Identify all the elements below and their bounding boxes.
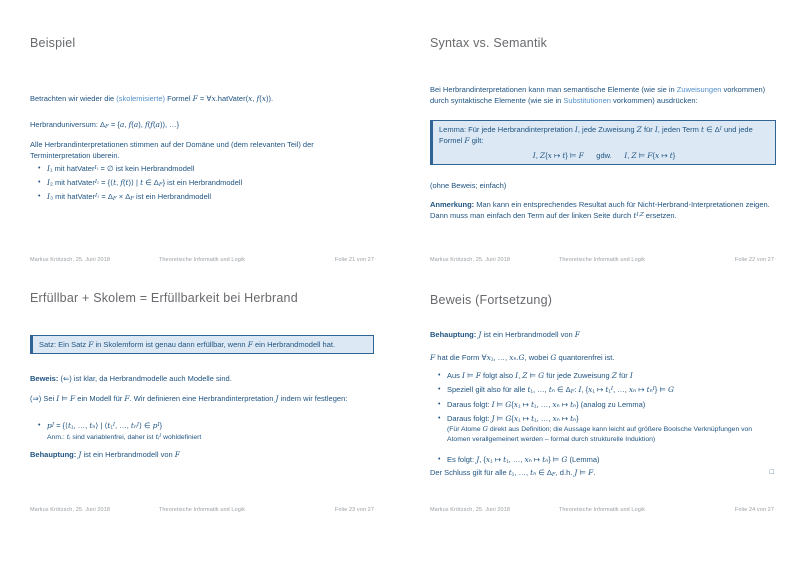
bullet-item: • Daraus folgt: I ⊨ G{x₁ ↦ t₁, …, xₙ ↦ tₙ} (analog zu Lemma) bbox=[438, 400, 646, 409]
bullet-icon: • bbox=[438, 456, 441, 463]
bullet-icon: • bbox=[38, 422, 41, 429]
bullet-item: • I₁ mit hatVater$^{I_1}$ = ∅ ist kein Herbrandmodell bbox=[38, 164, 195, 173]
footer-page-number: Folie 21 von 27 bbox=[334, 257, 374, 263]
bullet-icon: • bbox=[38, 193, 41, 200]
bullet-icon: • bbox=[438, 386, 441, 393]
footer-author: Markus Krötzsch, 25. Juni 2018 bbox=[430, 257, 511, 263]
bullet-icon: • bbox=[438, 372, 441, 379]
bullet-item: • Es folgt: J, {x₁ ↦ t₁, …, xₙ ↦ tₙ} ⊨ G (Lemma) bbox=[438, 455, 600, 464]
slide-title: Beispiel bbox=[30, 36, 76, 50]
slide-21-beispiel bbox=[0, 0, 400, 283]
footer-author: Markus Krötzsch, 25. Juni 2018 bbox=[30, 507, 111, 513]
bullet-item: • I₂ mit hatVater$^{I_2}$ = {⟨t, f(t)⟩ | t ∈ $\Delta_F$} ist ein Herbrandmodell bbox=[38, 178, 243, 189]
footer-author: Markus Krötzsch, 25. Juni 2018 bbox=[30, 257, 111, 263]
slide-23-erfuellbarkeit-herbrand bbox=[0, 253, 400, 536]
lemma-text: Lemma: Für jede Herbrandinterpretation I, jede Zuweisung Z für I, jeden Term t ∈ $\Delta^I$ und jede Formel F gilt: bbox=[439, 125, 753, 145]
slide-title: Syntax vs. Semantik bbox=[430, 36, 548, 50]
slide-footer bbox=[430, 507, 774, 513]
slide-22-syntax-vs-semantik bbox=[400, 0, 800, 283]
lemma-box bbox=[430, 120, 776, 165]
bullet-icon: • bbox=[38, 165, 41, 172]
paragraph-form: F hat die Form ∀x₁, …, xₙ.G, wobei G quantorenfrei ist. bbox=[430, 353, 615, 362]
bullet-item: • Aus I ⊨ F folgt also I, Z ⊨ G für jede Zuweisung Z für I bbox=[438, 371, 633, 380]
paragraph-remark: Anmerkung: Man kann ein entsprechendes Resultat auch für Nicht-Herbrand-Interpretationen zeigen. Dann muss man einfach den Term auf der linken Seite durch $t^{I,Z}$ ersetzen. bbox=[430, 200, 770, 220]
bullet-item: • I₃ mit hatVater$^{I_3}$ = $\Delta_F \times \Delta_F$ ist ein Herbrandmodell bbox=[38, 192, 212, 203]
footer-page-number: Folie 22 von 27 bbox=[734, 257, 774, 263]
paragraph-beweis: Beweis: (⇐) ist klar, da Herbrandmodelle auch Modelle sind. bbox=[30, 374, 232, 383]
footer-author: Markus Krötzsch, 25. Juni 2018 bbox=[430, 507, 511, 513]
footer-course: Theoretische Informatik und Logik bbox=[158, 257, 246, 263]
bullet-icon: • bbox=[438, 415, 441, 422]
slide-24-beweis-fortsetzung bbox=[400, 253, 800, 536]
footer-course: Theoretische Informatik und Logik bbox=[558, 257, 646, 263]
bullet-item: • $p^J$ = {⟨t₁, …, tₙ⟩ | ⟨t₁$^I$, …, tₙ$^I$⟩ ∈ $p^I$} bbox=[38, 421, 163, 430]
bullet-item: • Daraus folgt: J ⊨ G{x₁ ↦ t₁, …, xₙ ↦ tₙ} bbox=[438, 414, 579, 423]
slide-footer bbox=[30, 507, 374, 513]
conclusion-text: Der Schluss gilt für alle t₁, …, tₙ ∈ $\Delta_F$, d.h. J ⊨ F. bbox=[430, 468, 596, 479]
footer-course: Theoretische Informatik und Logik bbox=[558, 507, 646, 513]
paragraph-intro: Bei Herbrandinterpretationen kann man semantische Elemente (wie sie in Zuweisungen vorkommen) durch syntaktische Elemente (wie sie in Substitutionen vorkommen) ausdrücken: bbox=[430, 85, 766, 105]
paragraph-behauptung: Behauptung: J ist ein Herbrandmodell von F bbox=[30, 450, 180, 459]
qed-box-icon: □ bbox=[769, 469, 774, 476]
footer-course: Theoretische Informatik und Logik bbox=[158, 507, 246, 513]
satz-box bbox=[30, 335, 374, 354]
bullet-sub-note: (Für Atome G direkt aus Definition; die Aussage kann leicht auf größere Boolsche Verknüpfungen von Atomen verallgemeinert werden – formal durch strukturelle Induktion) bbox=[447, 425, 753, 443]
slide-title: Beweis (Fortsetzung) bbox=[430, 293, 553, 307]
footer-page-number: Folie 24 von 27 bbox=[734, 507, 774, 513]
paragraph-formula-intro: Betrachten wir wieder die (skolemisierte) Formel F = ∀x.hatVater(x, f(x)). bbox=[30, 94, 274, 103]
satz-text: Satz: Ein Satz F in Skolemform ist genau dann erfüllbar, wenn F ein Herbrandmodell hat. bbox=[39, 340, 336, 349]
slide-title: Erfüllbar + Skolem = Erfüllbarkeit bei Herbrand bbox=[30, 291, 298, 305]
annotation-anm: Anm.: tᵢ sind variablenfrei, daher ist tᵢ$^I$ wohldefiniert bbox=[47, 432, 202, 441]
paragraph-herbrand-universe: Herbranduniversum: $\Delta_F = \{a$, f(a), f(f(a)), …} bbox=[30, 120, 180, 131]
paragraph-behauptung: Behauptung: J ist ein Herbrandmodell von F bbox=[430, 330, 580, 339]
lemma-formula: I, Z{x ↦ t} ⊨ F gdw. I, Z ⊨ F{x ↦ t} bbox=[532, 151, 676, 160]
bullet-icon: • bbox=[38, 179, 41, 186]
bullet-item: • Speziell gilt also für alle t₁, …, tₙ ∈ $\Delta_F$: I, {x₁ ↦ t₁$^I$, …, xₙ ↦ tₙ$^I$} ⊨ G bbox=[438, 385, 674, 396]
paragraph-interpretations: Alle Herbrandinterpretationen stimmen auf der Domäne und (dem relevanten Teil) der Terminterpretation überein. bbox=[30, 140, 314, 160]
paragraph-conclusion bbox=[430, 467, 774, 478]
paragraph-step: (⇒) Sei I ⊨ F ein Modell für F. Wir definieren eine Herbrandinterpretation J indem wir festlegen: bbox=[30, 394, 348, 403]
paragraph-no-proof: (ohne Beweis; einfach) bbox=[430, 181, 507, 190]
bullet-icon: • bbox=[438, 401, 441, 408]
footer-page-number: Folie 23 von 27 bbox=[334, 507, 374, 513]
